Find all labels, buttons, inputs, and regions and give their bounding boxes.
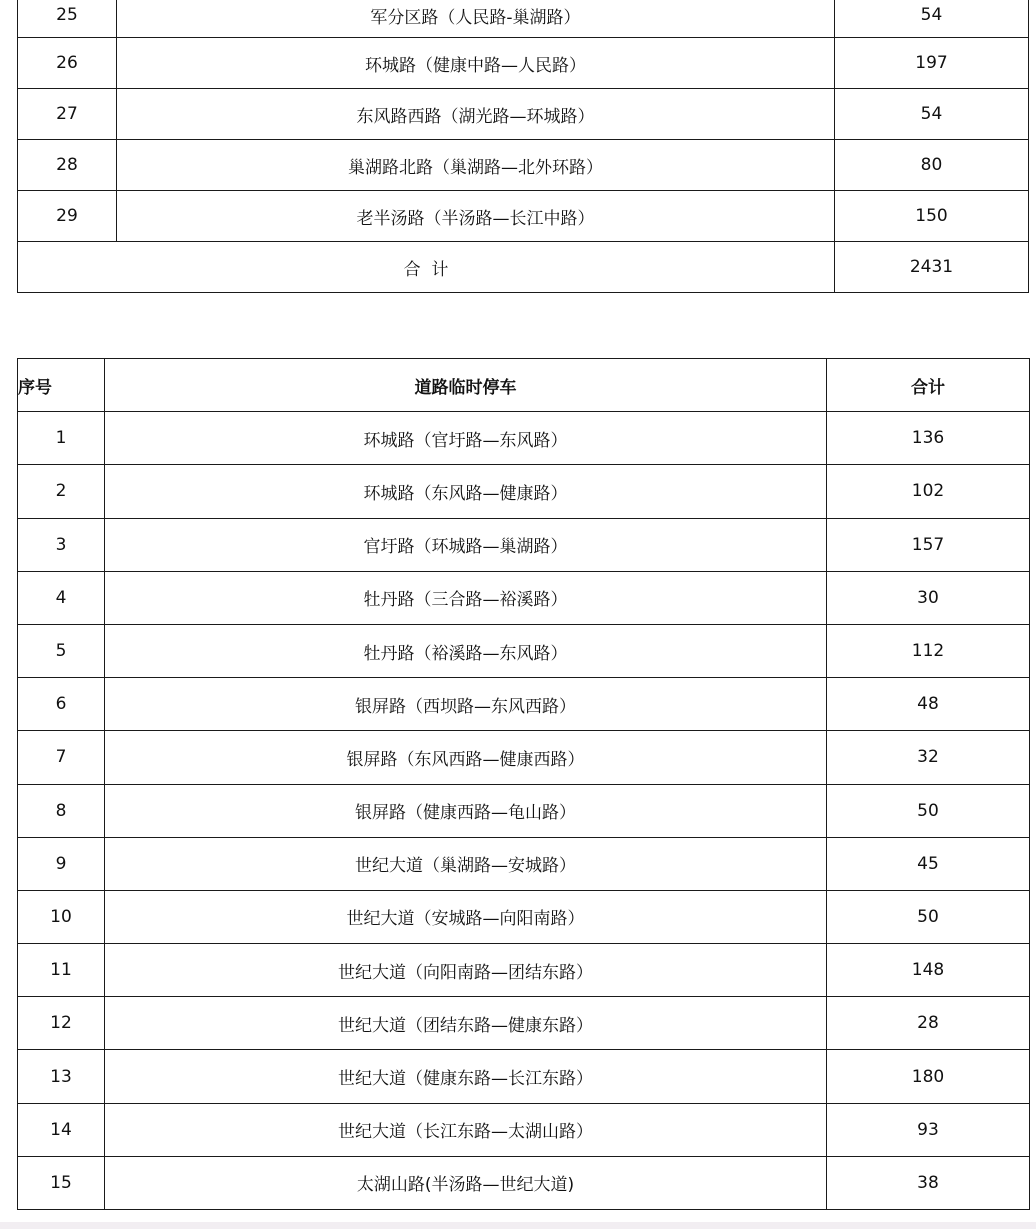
parking-count-cell: 112: [827, 624, 1030, 677]
table-row: [18, 837, 1030, 890]
row-number-cell: 4: [18, 571, 105, 624]
row-number-cell: 26: [18, 38, 117, 89]
table-row: [18, 412, 1030, 465]
page-bottom-strip: [0, 1222, 1036, 1229]
table-row: [18, 784, 1030, 837]
table-row: [18, 38, 1029, 89]
row-number-cell: 9: [18, 837, 105, 890]
road-name-cell: 环城路（东风路—健康路）: [105, 465, 827, 518]
road-name-cell: 巢湖路北路（巢湖路—北外环路）: [117, 140, 835, 191]
road-name-cell: 世纪大道（巢湖路—安城路）: [105, 837, 827, 890]
total-value: 2431: [835, 242, 1029, 293]
row-number-cell: 5: [18, 624, 105, 677]
road-name-cell: 牡丹路（三合路—裕溪路）: [105, 571, 827, 624]
parking-count-cell: 180: [827, 1050, 1030, 1103]
row-number-cell: 15: [18, 1156, 105, 1209]
parking-count-cell: 54: [835, 89, 1029, 140]
row-number-cell: 8: [18, 784, 105, 837]
table-row: [18, 997, 1030, 1050]
parking-table-continued: [17, 0, 1029, 293]
row-number-cell: 12: [18, 997, 105, 1050]
road-name-cell: 东风路西路（湖光路—环城路）: [117, 89, 835, 140]
road-name-cell: 军分区路（人民路-巢湖路）: [117, 0, 835, 38]
table-row: [18, 890, 1030, 943]
parking-count-cell: 197: [835, 38, 1029, 89]
road-name-cell: 太湖山路(半汤路—世纪大道): [105, 1156, 827, 1209]
header-serial-number: 序号: [18, 359, 105, 412]
road-name-cell: 世纪大道（向阳南路—团结东路）: [105, 944, 827, 997]
parking-count-cell: 80: [835, 140, 1029, 191]
table-row: [18, 0, 1029, 38]
table-row: [18, 731, 1030, 784]
parking-count-cell: 157: [827, 518, 1030, 571]
row-number-cell: 6: [18, 678, 105, 731]
parking-count-cell: 45: [827, 837, 1030, 890]
table-row: [18, 89, 1029, 140]
table-row: [18, 571, 1030, 624]
road-name-cell: 牡丹路（裕溪路—东风路）: [105, 624, 827, 677]
row-number-cell: 1: [18, 412, 105, 465]
parking-count-cell: 30: [827, 571, 1030, 624]
row-number-cell: 13: [18, 1050, 105, 1103]
road-name-cell: 官圩路（环城路—巢湖路）: [105, 518, 827, 571]
road-name-cell: 环城路（健康中路—人民路）: [117, 38, 835, 89]
row-number-cell: 2: [18, 465, 105, 518]
table-row: [18, 678, 1030, 731]
row-number-cell: 10: [18, 890, 105, 943]
row-number-cell: 11: [18, 944, 105, 997]
header-road-parking: 道路临时停车: [105, 359, 827, 412]
parking-count-cell: 54: [835, 0, 1029, 38]
parking-count-cell: 148: [827, 944, 1030, 997]
row-number-cell: 29: [18, 191, 117, 242]
parking-count-cell: 50: [827, 890, 1030, 943]
parking-count-cell: 102: [827, 465, 1030, 518]
row-number-cell: 3: [18, 518, 105, 571]
road-name-cell: 世纪大道（健康东路—长江东路）: [105, 1050, 827, 1103]
temporary-parking-table: [17, 358, 1030, 1210]
table-row: [18, 465, 1030, 518]
row-number-cell: 25: [18, 0, 117, 38]
road-name-cell: 世纪大道（安城路—向阳南路）: [105, 890, 827, 943]
parking-count-cell: 136: [827, 412, 1030, 465]
parking-count-cell: 28: [827, 997, 1030, 1050]
table-row: [18, 518, 1030, 571]
total-row: [18, 242, 1029, 293]
header-total: 合计: [827, 359, 1030, 412]
table-row: [18, 1156, 1030, 1209]
parking-count-cell: 48: [827, 678, 1030, 731]
parking-count-cell: 38: [827, 1156, 1030, 1209]
road-name-cell: 银屏路（东风西路—健康西路）: [105, 731, 827, 784]
table-row: [18, 1050, 1030, 1103]
total-label: 合 计: [18, 242, 835, 293]
row-number-cell: 14: [18, 1103, 105, 1156]
table-row: [18, 191, 1029, 242]
road-name-cell: 银屏路（健康西路—龟山路）: [105, 784, 827, 837]
row-number-cell: 27: [18, 89, 117, 140]
table-header-row: [18, 359, 1030, 412]
row-number-cell: 28: [18, 140, 117, 191]
parking-count-cell: 93: [827, 1103, 1030, 1156]
table-row: [18, 1103, 1030, 1156]
road-name-cell: 世纪大道（长江东路—太湖山路）: [105, 1103, 827, 1156]
parking-count-cell: 150: [835, 191, 1029, 242]
table-row: [18, 140, 1029, 191]
road-name-cell: 银屏路（西坝路—东风西路）: [105, 678, 827, 731]
table-row: [18, 624, 1030, 677]
road-name-cell: 世纪大道（团结东路—健康东路）: [105, 997, 827, 1050]
road-name-cell: 环城路（官圩路—东风路）: [105, 412, 827, 465]
table-row: [18, 944, 1030, 997]
row-number-cell: 7: [18, 731, 105, 784]
parking-count-cell: 32: [827, 731, 1030, 784]
parking-count-cell: 50: [827, 784, 1030, 837]
road-name-cell: 老半汤路（半汤路—长江中路）: [117, 191, 835, 242]
